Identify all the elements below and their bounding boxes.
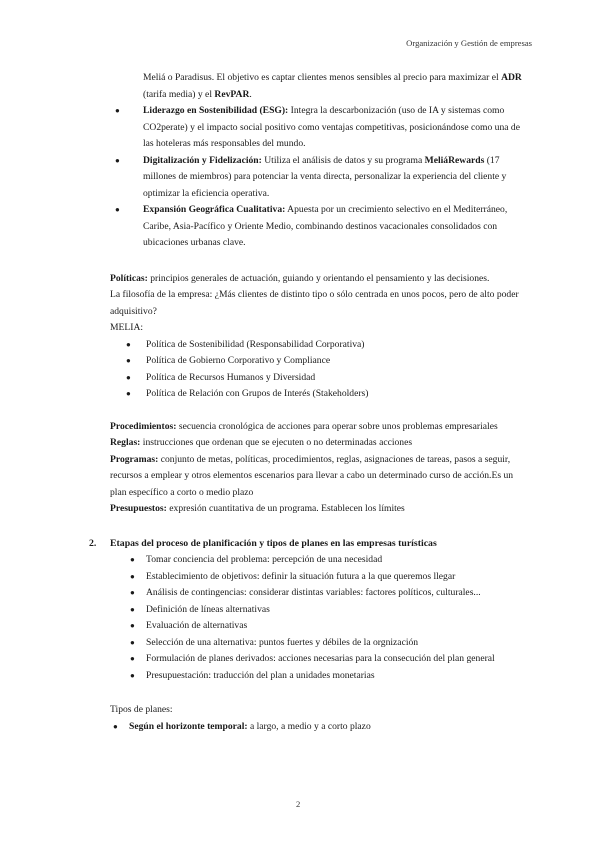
tipo-text: a largo, a medio y a corto plazo xyxy=(247,720,371,732)
programas-paragraph xyxy=(110,452,530,502)
section-2-heading xyxy=(89,536,530,553)
intro-line1: Meliá o Paradisus. El objetivo es captar clientes menos sensibles al precio para maximizar el xyxy=(143,72,499,83)
tipos-list xyxy=(110,719,530,736)
tipos-label: Tipos de planes: xyxy=(110,704,173,715)
strategy-term: Expansión Geográfica Cualitativa: xyxy=(143,204,286,215)
adr-term: ADR xyxy=(501,72,522,83)
definition-term: Presupuestos: xyxy=(110,503,167,514)
steps-list xyxy=(110,552,530,684)
definition-text: secuencia cronológica de acciones para operar sobre unos problemas empresariales xyxy=(176,420,498,432)
filosofia-paragraph: La filosofía de la empresa: ¿Más clientes de distinto tipo o sólo centrada en unos pocos, pero de alto poder adquisitivo? xyxy=(110,289,519,317)
list-item xyxy=(108,153,530,203)
presupuestos-paragraph xyxy=(110,501,530,518)
list-item xyxy=(110,719,530,736)
section-title: Etapas del proceso de planificación y tipos de planes en las empresas turísticas xyxy=(110,537,437,549)
list-item: ● Formulación de planes derivados: acciones necesarias para la consecución del plan general xyxy=(110,651,530,668)
strategy-text: (17 millones de miembros) para potenciar la venta directa, personalizar la experiencia del cliente y optimizar la eficiencia operativa. xyxy=(143,154,507,199)
section-number: 2. xyxy=(89,537,97,549)
list-item: ● Evaluación de alternativas xyxy=(110,618,530,635)
strategy-term: MeliáRewards xyxy=(424,154,485,166)
list-item: ● Política de Recursos Humanos y Diversidad xyxy=(110,370,530,387)
revpar-term: RevPAR xyxy=(214,88,250,100)
list-item: ● Definición de líneas alternativas xyxy=(110,602,530,619)
tipo-term: Según el horizonte temporal: xyxy=(129,720,248,732)
strategy-term: Digitalización y Fidelización: xyxy=(143,154,262,166)
definition-text: conjunto de metas, políticas, procedimientos, reglas, asignaciones de tareas, pasos a seguir, recursos a emplear y otros elementos escenarios para llevar a cabo un determinado curso de acción.Es un plan específico a corto o medio plazo xyxy=(110,453,514,498)
definition-term: Programas: xyxy=(110,453,159,465)
strategy-term: Liderazgo en Sostenibilidad (ESG): xyxy=(143,105,289,116)
list-item: ● Política de Relación con Grupos de Interés (Stakeholders) xyxy=(110,386,530,403)
definition-term: Procedimientos: xyxy=(110,420,177,432)
page-content xyxy=(89,70,530,735)
reglas-paragraph xyxy=(110,435,530,452)
strategy-text: Apuesta por un crecimiento selectivo en el Mediterráneo, Caribe, Asia-Pacífico y Oriente Medio, combinando destinos vacacionales consolidados con ubicaciones urbanas clave. xyxy=(143,204,508,248)
politicas-term: Políticas: xyxy=(110,272,148,284)
strategy-text: Utiliza el análisis de datos y su programa xyxy=(261,154,425,166)
strategy-text: Integra la descarbonización (uso de IA y sistemas como CO2perate) y el impacto social positivo como ventajas competitivas, posicionándose como una de las hoteleras más responsables del mundo. xyxy=(143,105,520,149)
list-item: ● Política de Gobierno Corporativo y Compliance xyxy=(110,353,530,370)
melia-label: MELIA: xyxy=(110,322,144,333)
intro-paragraph xyxy=(110,70,530,103)
list-item: ● Análisis de contingencias: considerar distintas variables: factores políticos, culturales... xyxy=(110,585,530,602)
definition-text: expresión cuantitativa de un programa. Establecen los límites xyxy=(166,503,405,514)
page-number: 2 xyxy=(296,799,301,809)
definition-text: instrucciones que ordenan que se ejecuten o no determinadas acciones xyxy=(140,437,413,448)
list-item: ● Establecimiento de objetivos: definir la situación futura a la que queremos llegar xyxy=(110,569,530,586)
list-item: ● Política de Sostenibilidad (Responsabilidad Corporativa) xyxy=(110,337,530,354)
politicas-text: principios generales de actuación, guiando y orientando el pensamiento y las decisiones. xyxy=(147,272,490,284)
page-header: Organización y Gestión de empresas xyxy=(406,38,532,48)
list-item: ● Presupuestación: traducción del plan a unidades monetarias xyxy=(110,668,530,685)
politicas-paragraph xyxy=(110,271,530,288)
politicas-list xyxy=(110,337,530,403)
list-item: ● Tomar conciencia del problema: percepción de una necesidad xyxy=(110,552,530,569)
definition-term: Reglas: xyxy=(110,437,141,448)
list-item xyxy=(108,103,530,153)
intro-mid: (tarifa media) y el xyxy=(143,88,215,100)
intro-end: . xyxy=(249,88,252,100)
list-item: ● Selección de una alternativa: puntos fuertes y débiles de la orgnización xyxy=(110,635,530,652)
list-item xyxy=(108,202,530,252)
strategy-list xyxy=(110,103,530,252)
procedimientos-paragraph xyxy=(110,419,530,436)
